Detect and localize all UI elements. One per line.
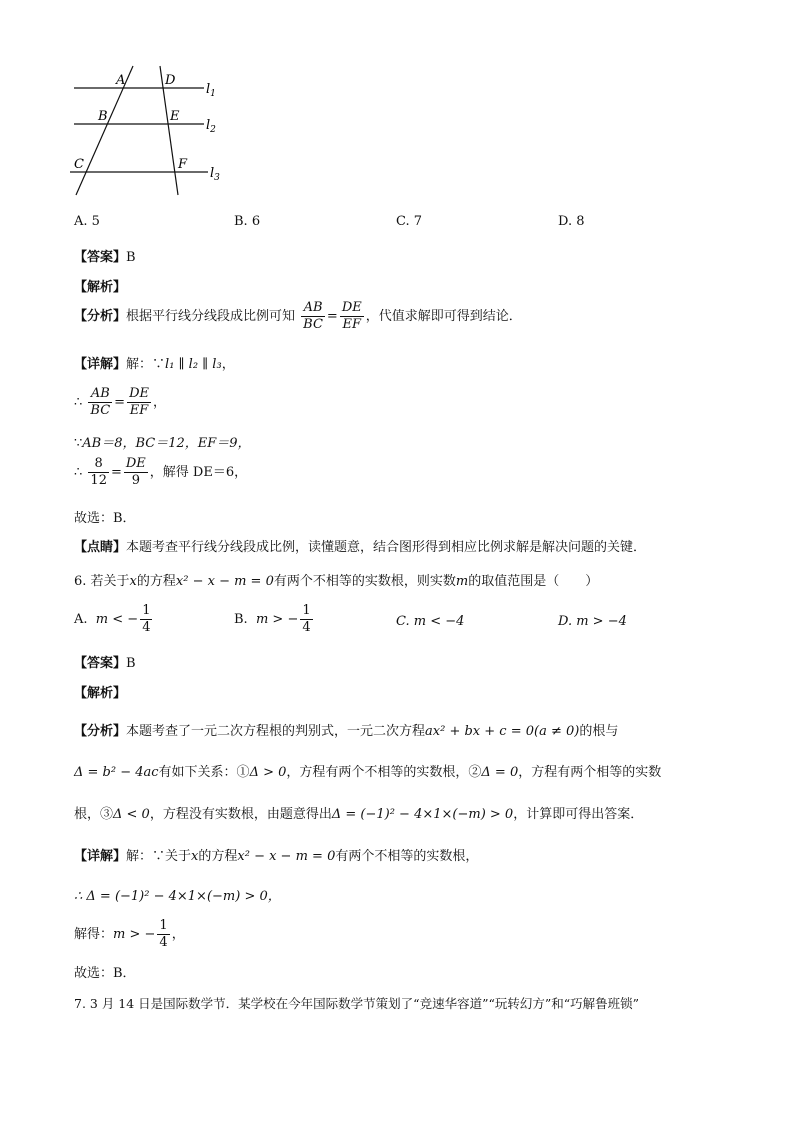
q6-step3: 解得：m > − $\frac{1}{4}$ ， — [74, 918, 185, 950]
q5-answer — [74, 246, 136, 265]
label-l2: $l_2$ — [206, 118, 216, 135]
fenxi-tag: 【分析】 — [74, 724, 127, 739]
q7-stem: 7. 3 月 14 日是国际数学节．某学校在今年国际数学节策划了“竞速华容道”“玩转幻方”和“巧解鲁班锁” — [74, 996, 640, 1011]
q5-detail-line1 — [74, 353, 235, 372]
stem-part: 6. 若关于 — [74, 574, 130, 589]
q6-fenxi-line3: 根，③Δ < 0，方程没有实数根，由题意得出Δ = (−1)² − 4×1×(−m) > 0，计算即可得出答案． — [74, 807, 644, 822]
answer-tag: 【答案】 — [74, 250, 127, 265]
q5-fenxi: 【分析】根据平行线分线段成比例可知 $\frac{AB}{BC}$ = $\frac{DE}{EF}$ ，代值求解即可得到结论． — [74, 300, 522, 332]
label-a: A — [116, 73, 126, 88]
q5-given-values — [74, 432, 251, 451]
q6-choose: 故选：B． — [74, 966, 136, 981]
label-b: B — [98, 109, 108, 124]
stem-var-m: m — [455, 574, 469, 589]
dianjing-text: 本题考查平行线分线段成比例，读懂题意，结合图形得到相应比例求解是解决问题的关键． — [126, 540, 647, 555]
fraction-de-ef-2: $\frac{DE}{EF}$ — [129, 386, 149, 418]
parallel-relation: l₁ ∥ l₂ ∥ l₃ — [165, 357, 222, 372]
q6-fenxi-line2: Δ = b² − 4ac有如下关系：①Δ > 0，方程有两个不相等的实数根，②Δ = 0，方程有两个相等的实数 — [74, 765, 662, 780]
q6-detail-line1: 【详解】解：∵关于x的方程x² − x − m = 0有两个不相等的实数根， — [74, 849, 479, 864]
q5-step-solve: ∴ $\frac{8}{12}$ = $\frac{DE}{9}$ ，解得 DE＝6， — [74, 456, 248, 488]
fraction-de-ef: $\frac{DE}{EF}$ — [341, 300, 362, 332]
fenxi-text-before: 根据平行线分线段成比例可知 — [126, 309, 296, 324]
stem-equation: x² − x − m = 0 — [175, 574, 274, 589]
fraction-de-9: $\frac{DE}{9}$ — [125, 456, 146, 488]
label-l1: $l_1$ — [206, 82, 216, 99]
fraction-1-4: $\frac{1}{4}$ — [142, 603, 151, 635]
q6-stem — [74, 570, 598, 589]
fraction-ab-bc: $\frac{AB}{BC}$ — [303, 300, 323, 332]
label-c: C — [74, 157, 84, 172]
stem-var-x: x — [129, 574, 137, 589]
q6-option-c: C. m < −4 — [396, 614, 465, 629]
q5-dianjing — [74, 536, 646, 555]
detail-tag: 【详解】 — [74, 849, 127, 864]
solve-result: ，解得 DE＝6， — [149, 465, 248, 480]
fraction-1-4: $\frac{1}{4}$ — [159, 918, 168, 950]
given-values: AB＝8，BC＝12，EF＝9， — [82, 436, 251, 451]
label-d: D — [165, 73, 176, 88]
therefore-symbol: ∴ — [74, 395, 83, 410]
comma: ， — [153, 395, 167, 410]
q5-option-c: C. 7 — [396, 214, 423, 229]
q6-option-b: B. m > − $\frac{1}{4}$ — [234, 603, 311, 635]
detail-text: 解：∵ — [126, 357, 166, 372]
q5-step-ratio: ∴ $\frac{AB}{BC}$ = $\frac{DE}{EF}$ ， — [74, 386, 167, 418]
q6-answer — [74, 652, 136, 671]
fraction-1-4: $\frac{1}{4}$ — [302, 603, 311, 635]
answer-value: B — [126, 656, 136, 671]
stem-part: 有两个不相等的实数根，则实数 — [273, 574, 456, 589]
q6-option-d: D. m > −4 — [558, 614, 627, 629]
q5-option-d: D. 8 — [558, 214, 585, 229]
label-f: F — [178, 157, 188, 172]
q5-option-a: A. 5 — [74, 214, 100, 229]
fenxi-text-after: ，代值求解即可得到结论． — [365, 309, 522, 324]
fraction-ab-bc-2: $\frac{AB}{BC}$ — [90, 386, 111, 418]
detail-tag: 【详解】 — [74, 357, 127, 372]
q6-option-a: A. m < − $\frac{1}{4}$ — [74, 603, 151, 635]
q5-option-b: B. 6 — [234, 214, 261, 229]
dianjing-tag: 【点睛】 — [74, 540, 127, 555]
label-l3: $l_3$ — [210, 166, 220, 183]
comma: ， — [221, 357, 235, 372]
answer-tag: 【答案】 — [74, 656, 127, 671]
q6-step2: ∴ Δ = (−1)² − 4×1×(−m) > 0， — [74, 889, 281, 904]
q6-analysis-tag: 【解析】 — [74, 686, 127, 701]
fraction-8-12: $\frac{8}{12}$ — [90, 456, 107, 488]
therefore-symbol: ∴ — [74, 465, 83, 480]
label-e: E — [170, 109, 180, 124]
parallel-lines-figure — [60, 60, 230, 210]
stem-part: 的取值范围是（ ） — [468, 574, 599, 589]
stem-part: 的方程 — [136, 574, 176, 589]
q6-fenxi-line1: 【分析】本题考查了一元二次方程根的判别式，一元二次方程ax² + bx + c = 0(a ≠ 0)的根与 — [74, 724, 619, 739]
answer-value: B — [126, 250, 136, 265]
because-symbol: ∵ — [74, 436, 83, 451]
fenxi-tag: 【分析】 — [74, 309, 127, 324]
q5-analysis-tag: 【解析】 — [74, 280, 127, 295]
q5-choose: 故选：B． — [74, 511, 136, 526]
